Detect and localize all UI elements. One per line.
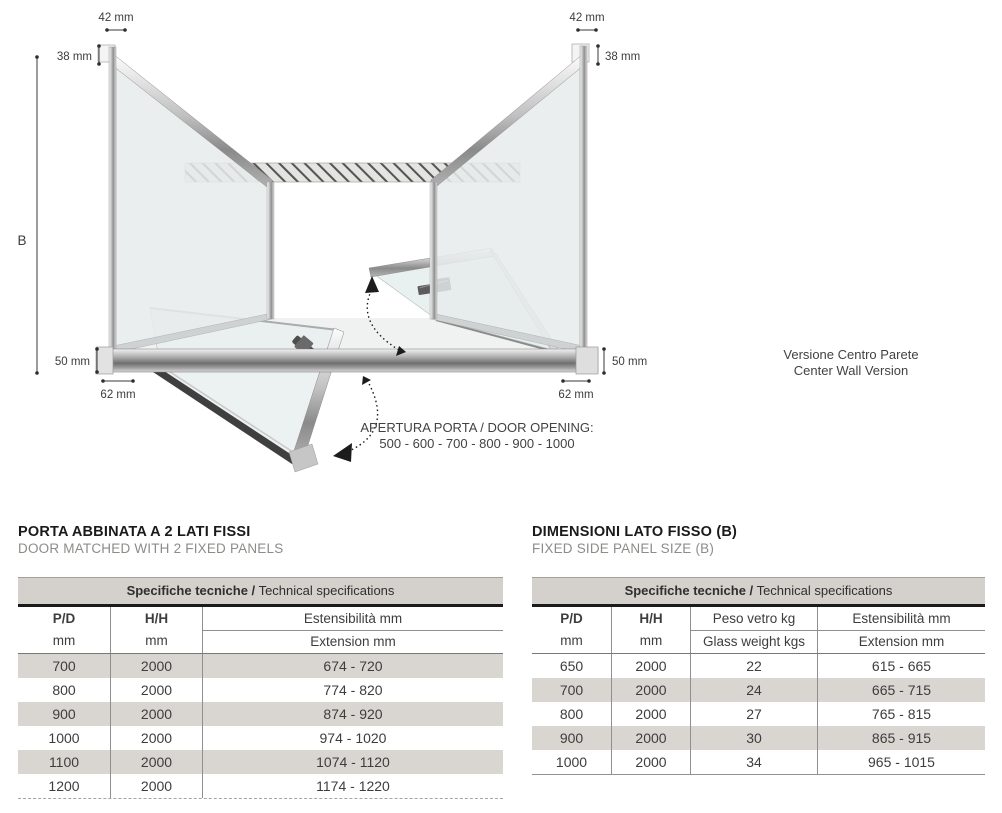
dim-bottom-right-50-label: 50 mm (612, 356, 648, 368)
dim-top-right-38-label: 38 mm (605, 51, 641, 63)
spec-header-regular: Technical specifications (258, 583, 395, 598)
right-table-rows (532, 654, 985, 775)
left-spec-table (18, 577, 503, 799)
column-glass-weight-en: Glass weight kgs (702, 634, 806, 649)
cell: 22 (690, 654, 817, 678)
column-pd (532, 607, 611, 653)
cell: 2000 (110, 654, 202, 678)
cell: 650 (559, 658, 584, 674)
cell: 2000 (110, 750, 202, 774)
left-spec-section (18, 524, 503, 799)
cell: 615 - 665 (817, 654, 985, 678)
cell: 865 - 915 (817, 726, 985, 750)
cell: 1074 - 1120 (202, 750, 503, 774)
dim-top-left-38-label: 38 mm (56, 51, 92, 63)
right-table-column-headers (532, 607, 985, 654)
left-table-rows (18, 654, 503, 799)
table-row (18, 774, 503, 798)
cell: 27 (690, 702, 817, 726)
spec-header-bold: Specifiche tecniche / (624, 583, 754, 598)
cell: 874 - 920 (202, 702, 503, 726)
left-table-column-headers (18, 607, 503, 654)
cell: 674 - 720 (202, 654, 503, 678)
cell: 30 (690, 726, 817, 750)
cell: 765 - 815 (817, 702, 985, 726)
dim-side-B-label: B (17, 233, 27, 248)
dim-bottom-left-62 (100, 379, 135, 401)
column-extension-it: Estensibilità mm (203, 607, 503, 631)
column-pd-label: P/D (52, 611, 76, 626)
dim-top-right-38 (596, 44, 640, 66)
cell: 1200 (48, 778, 80, 794)
column-pd (18, 607, 110, 653)
column-hh-unit: mm (145, 633, 168, 648)
dim-top-left-38 (57, 44, 101, 66)
version-note-line1: Versione Centro Parete (783, 347, 919, 362)
right-fixed-panel (430, 44, 589, 353)
door-opening-line2: 500 - 600 - 700 - 800 - 900 - 1000 (379, 436, 575, 451)
dim-top-left-42-label: 42 mm (98, 12, 134, 24)
version-note (783, 347, 918, 378)
swing-arc-outward (333, 376, 378, 462)
dim-bottom-right-62-label: 62 mm (558, 389, 594, 401)
right-section-title: DIMENSIONI LATO FISSO (B) (532, 524, 738, 540)
left-section-subtitle: DOOR MATCHED WITH 2 FIXED PANELS (18, 541, 284, 556)
column-glass-weight-it: Peso vetro kg (691, 607, 817, 631)
bottom-rail (96, 347, 598, 374)
table-row (18, 750, 503, 774)
cell: 2000 (110, 726, 202, 750)
right-spec-section (532, 524, 985, 775)
dim-bottom-right-62 (558, 379, 593, 401)
cell: 34 (690, 750, 817, 774)
dim-bottom-right-50 (602, 347, 647, 375)
column-hh (611, 607, 690, 653)
spec-header-bold: Specifiche tecniche / (126, 583, 256, 598)
column-extension-en: Extension mm (858, 634, 945, 649)
dim-side-B (17, 55, 38, 375)
dim-bottom-left-50-label: 50 mm (54, 356, 90, 368)
column-hh (110, 607, 202, 653)
left-fixed-panel (98, 45, 274, 353)
door-opening-note (360, 420, 593, 451)
cell: 965 - 1015 (817, 750, 985, 774)
cell: 700 (559, 682, 584, 698)
cell: 2000 (611, 702, 690, 726)
cell: 1174 - 1220 (202, 774, 503, 798)
table-row (532, 678, 985, 702)
table-row (532, 702, 985, 726)
column-pd-label: P/D (560, 611, 583, 626)
cell: 2000 (110, 702, 202, 726)
left-section-title: PORTA ABBINATA A 2 LATI FISSI (18, 524, 251, 540)
column-extension-it: Estensibilità mm (818, 607, 985, 631)
cell: 1000 (48, 730, 80, 746)
left-table-header-band (18, 577, 503, 607)
version-note-line2: Center Wall Version (793, 363, 909, 378)
right-table-header-band (532, 577, 985, 607)
cell: 665 - 715 (817, 678, 985, 702)
column-pd-unit: mm (52, 633, 76, 648)
table-row (18, 702, 503, 726)
right-section-subtitle: FIXED SIDE PANEL SIZE (B) (532, 541, 715, 556)
column-hh-label: H/H (144, 611, 169, 626)
cell: 1100 (48, 754, 80, 770)
cell: 24 (690, 678, 817, 702)
column-extension (202, 607, 503, 653)
table-row (18, 678, 503, 702)
dim-bottom-left-62-label: 62 mm (100, 389, 136, 401)
spec-header-regular: Technical specifications (756, 583, 893, 598)
table-row (18, 726, 503, 750)
cell: 2000 (611, 750, 690, 774)
cell: 2000 (110, 774, 202, 798)
cell: 1000 (555, 754, 588, 770)
column-glass-weight (690, 607, 817, 653)
table-row (18, 654, 503, 678)
table-row (532, 750, 985, 774)
cell: 900 (52, 706, 76, 722)
dim-top-right-42-label: 42 mm (569, 12, 605, 24)
column-extension-en: Extension mm (310, 634, 396, 649)
column-pd-unit: mm (560, 633, 583, 648)
dim-top-left-42 (98, 12, 133, 32)
column-extension (817, 607, 985, 653)
column-hh-label: H/H (639, 611, 663, 626)
cell: 800 (559, 706, 584, 722)
door-opening-line1: APERTURA PORTA / DOOR OPENING: (360, 420, 594, 435)
cell: 2000 (611, 654, 690, 678)
cell: 900 (559, 730, 584, 746)
cell: 2000 (110, 678, 202, 702)
cell: 2000 (611, 726, 690, 750)
dim-bottom-left-50 (55, 347, 99, 374)
cell: 774 - 820 (202, 678, 503, 702)
dim-top-right-42 (569, 12, 604, 32)
cell: 974 - 1020 (202, 726, 503, 750)
table-row (532, 654, 985, 678)
right-spec-table (532, 577, 985, 775)
table-row (532, 726, 985, 750)
column-hh-unit: mm (639, 633, 663, 648)
cell: 800 (52, 682, 76, 698)
cell: 700 (52, 658, 76, 674)
cell: 2000 (611, 678, 690, 702)
